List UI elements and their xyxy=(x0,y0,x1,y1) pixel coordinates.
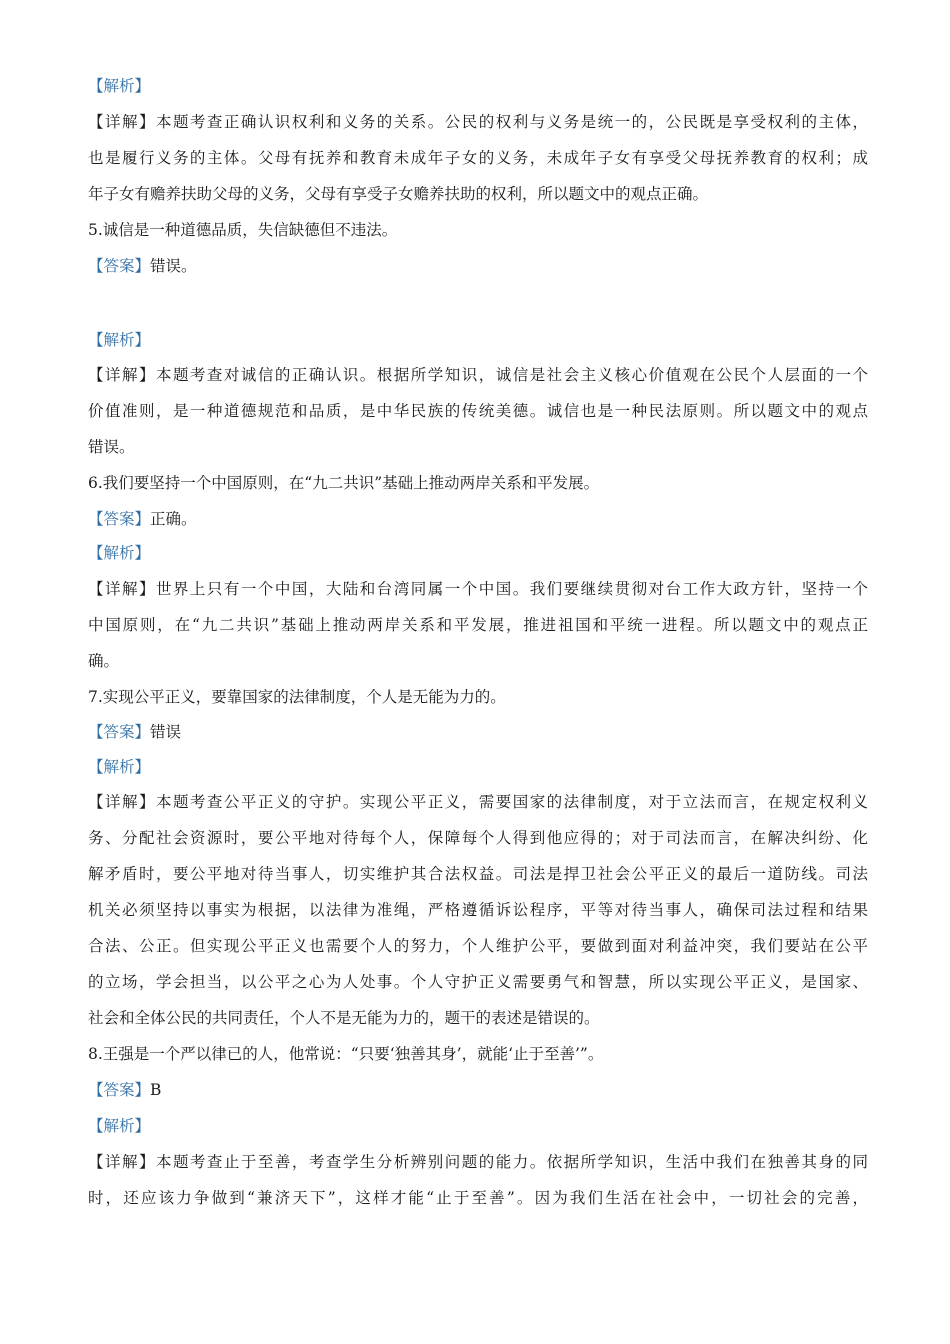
q7-detail-line-2: 务、分配社会资源时，要公平地对待每个人，保障每个人得到他应得的；对于司法而言，在解决纠纷、化 xyxy=(88,829,868,847)
q5-answer: 【答案】错误。 xyxy=(88,257,197,275)
q8-answer: 【答案】B xyxy=(88,1081,162,1099)
q4-detail-line-1: 【详解】本题考查正确认识权利和义务的关系。公民的权利与义务是统一的，公民既是享受权利的主体， xyxy=(88,113,868,131)
q7-detail-line-6: 的立场，学会担当，以公平之心为人处事。个人守护正义需要勇气和智慧，所以实现公平正义，是国家、 xyxy=(88,973,868,991)
q8-detail-line-2: 时，还应该力争做到“兼济天下”，这样才能“止于至善”。因为我们生活在社会中，一切社会的完善， xyxy=(88,1189,868,1207)
q6-detail-line-3: 确。 xyxy=(88,652,120,670)
q7-detail-line-5: 合法、公正。但实现公平正义也需要个人的努力，个人维护公平，要做到面对利益冲突，我们要站在公平 xyxy=(88,937,868,955)
q7-detail-line-4: 机关必须坚持以事实为根据，以法律为准绳，严格遵循诉讼程序，平等对待当事人，确保司法过程和结果 xyxy=(88,901,868,919)
q7-detail-line-7: 社会和全体公民的共同责任，个人不是无能为力的，题干的表述是错误的。 xyxy=(88,1009,600,1027)
q6-answer: 【答案】正确。 xyxy=(88,510,197,528)
q7-question: 7.实现公平正义，要靠国家的法律制度，个人是无能为力的。 xyxy=(88,688,506,706)
q7-answer: 【答案】错误 xyxy=(88,723,182,741)
q5-detail-line-1: 【详解】本题考查对诚信的正确认识。根据所学知识，诚信是社会主义核心价值观在公民个人层面的一个 xyxy=(88,366,868,384)
q5-question: 5.诚信是一种道德品质，失信缺德但不违法。 xyxy=(88,221,398,239)
q7-detail-line-1: 【详解】本题考查公平正义的守护。实现公平正义，需要国家的法律制度，对于立法而言，在规定权利义 xyxy=(88,793,868,811)
q4-detail-line-3: 年子女有赡养扶助父母的义务，父母有享受子女赡养扶助的权利，所以题文中的观点正确。 xyxy=(88,185,709,203)
q8-detail-line-1: 【详解】本题考查止于至善，考查学生分析辨别问题的能力。依据所学知识，生活中我们在独善其身的同 xyxy=(88,1153,868,1171)
q6-detail-line-1: 【详解】世界上只有一个中国，大陆和台湾同属一个中国。我们要继续贯彻对台工作大政方针，坚持一个 xyxy=(88,580,868,598)
q5-detail-line-2: 价值准则，是一种道德规范和品质，是中华民族的传统美德。诚信也是一种民法原则。所以题文中的观点 xyxy=(88,402,868,420)
q8-analysis-tag: 【解析】 xyxy=(88,1117,151,1135)
q8-question: 8.王强是一个严以律已的人，他常说：“只要‘独善其身’，就能‘止于至善’”。 xyxy=(88,1045,604,1063)
q6-analysis-tag: 【解析】 xyxy=(88,544,151,562)
q4-analysis-tag: 【解析】 xyxy=(88,77,151,95)
q5-analysis-tag: 【解析】 xyxy=(88,331,151,349)
q7-analysis-tag: 【解析】 xyxy=(88,758,151,776)
q7-detail-line-3: 解矛盾时，要公平地对待当事人，切实维护其合法权益。司法是捍卫社会公平正义的最后一道防线。司法 xyxy=(88,865,868,883)
q4-detail-line-2: 也是履行义务的主体。父母有抚养和教育未成年子女的义务，未成年子女有享受父母抚养教育的权利；成 xyxy=(88,149,868,167)
q5-detail-line-3: 错误。 xyxy=(88,438,135,456)
q6-detail-line-2: 中国原则，在“九二共识”基础上推动两岸关系和平发展，推进祖国和平统一进程。所以题文中的观点正 xyxy=(88,616,868,634)
q6-question: 6.我们要坚持一个中国原则，在“九二共识”基础上推动两岸关系和平发展。 xyxy=(88,474,600,492)
